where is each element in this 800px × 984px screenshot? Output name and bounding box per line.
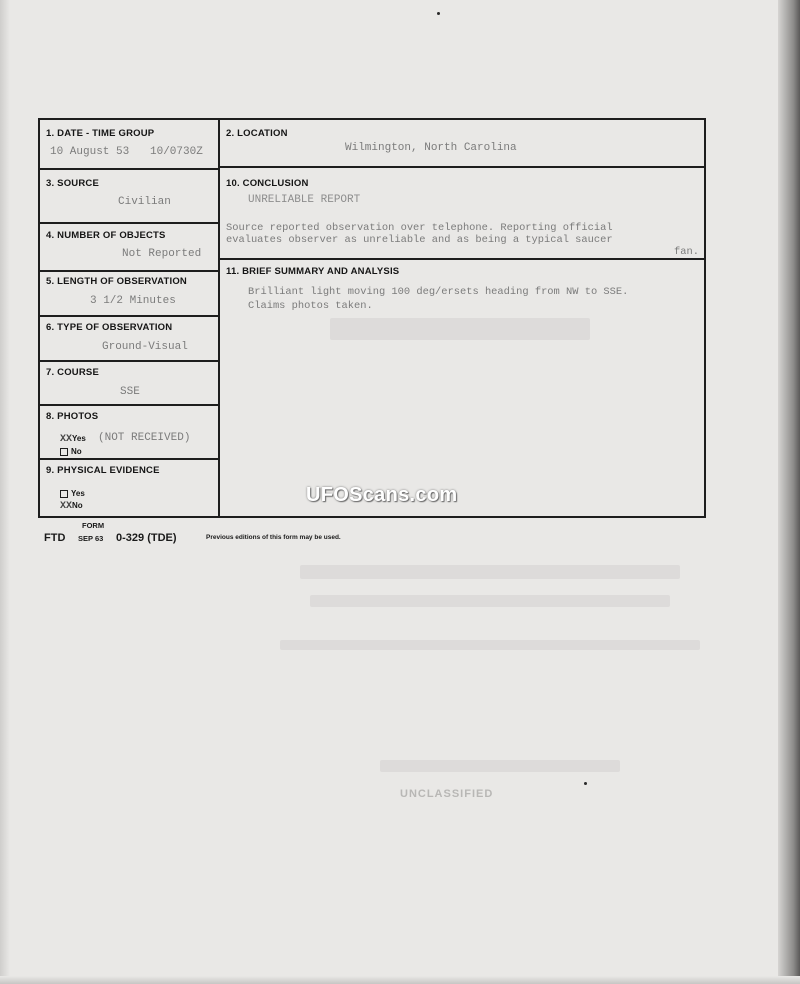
type-of-observation-value: Ground-Visual (102, 341, 188, 353)
footer-notice: Previous editions of this form may be used. (206, 534, 341, 541)
scan-edge-bottom (0, 976, 800, 984)
type-of-observation-label: 6. TYPE OF OBSERVATION (46, 322, 173, 333)
evidence-yes-label: Yes (71, 489, 85, 498)
row-divider (40, 315, 220, 317)
course-label: 7. COURSE (46, 367, 100, 378)
photos-no-label: No (71, 447, 82, 456)
row-divider (40, 404, 220, 406)
row-divider (40, 360, 220, 362)
photos-yes-mark: XX (60, 434, 73, 445)
row-divider (40, 458, 220, 460)
location-value: Wilmington, North Carolina (345, 142, 517, 154)
conclusion-line-1: Source reported observation over telephone. Reporting official (226, 222, 613, 234)
evidence-no-mark: XX (60, 501, 73, 512)
location-label: 2. LOCATION (226, 128, 288, 139)
photos-no-checkbox (60, 448, 68, 456)
photos-no-option (60, 447, 82, 456)
photos-label: 8. PHOTOS (46, 411, 99, 422)
photos-yes-option (60, 434, 86, 445)
scan-edge-left (0, 0, 10, 984)
length-of-observation-value: 3 1/2 Minutes (90, 295, 176, 307)
course-value: SSE (120, 386, 140, 398)
summary-line-2: Claims photos taken. (248, 300, 373, 312)
evidence-no-label: No (72, 501, 83, 510)
number-of-objects-value: Not Reported (122, 248, 202, 260)
evidence-yes-option (60, 489, 85, 498)
conclusion-line-2: evaluates observer as unreliable and as being a typical saucer (226, 234, 613, 246)
bleed-through-shade (300, 565, 680, 579)
row-divider (218, 166, 704, 168)
bleed-through-shade (280, 640, 700, 650)
photos-note: (NOT RECEIVED) (98, 432, 191, 444)
summary-line-1: Brilliant light moving 100 deg/ersets heading from NW to SSE. (248, 286, 629, 298)
conclusion-label: 10. CONCLUSION (226, 178, 309, 189)
summary-label: 11. BRIEF SUMMARY AND ANALYSIS (226, 266, 400, 277)
length-of-observation-label: 5. LENGTH OF OBSERVATION (46, 276, 187, 287)
time-value: 10/0730Z (150, 146, 203, 158)
row-divider (218, 258, 704, 260)
evidence-no-option (60, 501, 83, 512)
bleed-through-shade (380, 760, 620, 772)
row-divider (40, 222, 220, 224)
footer-form-number: 0-329 (TDE) (116, 532, 177, 544)
footer-date-code: SEP 63 (78, 534, 104, 543)
footer-ftd: FTD (44, 532, 66, 544)
row-divider (40, 168, 220, 170)
scan-speck (584, 782, 587, 785)
row-divider (40, 270, 220, 272)
watermark: UFOScans.com (306, 484, 458, 506)
source-value: Civilian (118, 196, 171, 208)
scan-speck (437, 12, 440, 15)
evidence-yes-checkbox (60, 490, 68, 498)
conclusion-value: UNRELIABLE REPORT (248, 194, 361, 206)
column-divider (218, 120, 220, 516)
source-label: 3. SOURCE (46, 178, 100, 189)
date-time-label: 1. DATE - TIME GROUP (46, 128, 155, 139)
bleed-through-classification: UNCLASSIFIED (400, 788, 494, 800)
scan-edge-right (778, 0, 800, 984)
project-card-form (38, 118, 706, 518)
physical-evidence-label: 9. PHYSICAL EVIDENCE (46, 465, 160, 476)
footer-form-word: FORM (82, 521, 105, 530)
conclusion-line-3: fan. (674, 246, 699, 258)
date-value: 10 August 53 (50, 146, 130, 158)
bleed-through-shade (310, 595, 670, 607)
photos-yes-label: Yes (72, 434, 86, 443)
number-of-objects-label: 4. NUMBER OF OBJECTS (46, 230, 166, 241)
